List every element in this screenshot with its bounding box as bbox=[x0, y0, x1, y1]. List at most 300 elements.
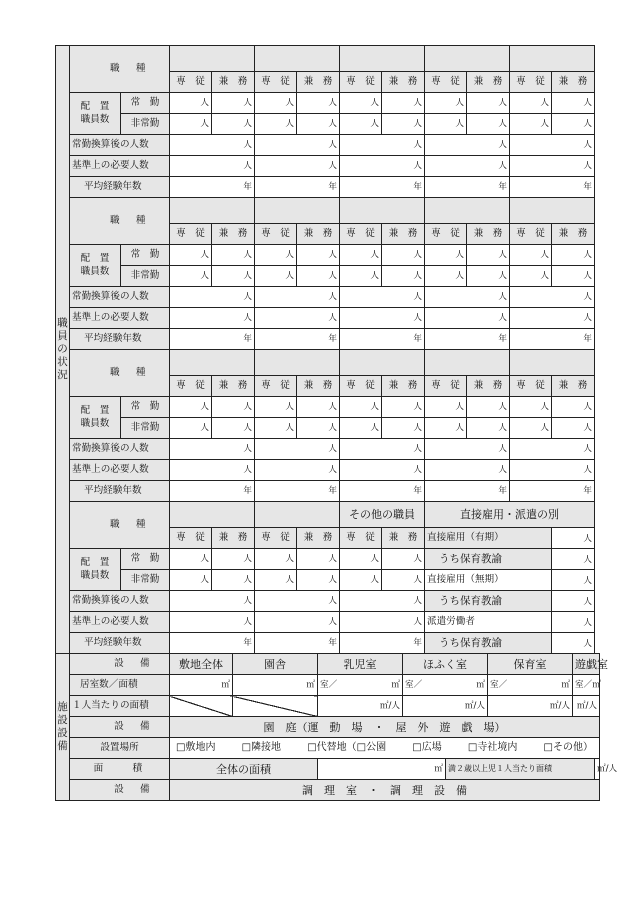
cell-text: 兼 務 bbox=[218, 228, 248, 240]
full-time-count-field[interactable] bbox=[170, 93, 212, 114]
value-field[interactable] bbox=[170, 329, 255, 350]
unit-label: 人 bbox=[200, 250, 209, 261]
unit-label: 人 bbox=[498, 161, 507, 172]
value-field[interactable] bbox=[255, 439, 340, 460]
full-time-count-field[interactable] bbox=[510, 397, 552, 418]
cell-text: 専 従 bbox=[346, 228, 375, 240]
unit-label: 人 bbox=[243, 402, 252, 413]
job-type-name-field[interactable] bbox=[255, 198, 340, 224]
unit-label: 人 bbox=[583, 402, 592, 413]
job-type-name-field[interactable] bbox=[425, 46, 510, 72]
full-time-count-field[interactable] bbox=[255, 549, 297, 570]
concurrent-count-field[interactable] bbox=[382, 570, 425, 591]
full-time-count-field[interactable] bbox=[340, 549, 382, 570]
concurrent-count-field[interactable] bbox=[467, 114, 510, 135]
unit-label: 人 bbox=[583, 292, 592, 303]
value-field[interactable] bbox=[340, 612, 425, 633]
unit-label: 人 bbox=[243, 423, 252, 434]
cell-text: 常 勤 bbox=[130, 553, 160, 565]
cell-text: 平均経験年数 bbox=[84, 333, 142, 345]
concurrent-count-field[interactable] bbox=[297, 418, 340, 439]
value-field[interactable] bbox=[425, 329, 510, 350]
equipment-header bbox=[70, 780, 170, 801]
cell-text: 兼 務 bbox=[303, 76, 333, 88]
concurrent-count-field[interactable] bbox=[467, 93, 510, 114]
value-field[interactable] bbox=[510, 287, 595, 308]
cell-text: 専 従 bbox=[346, 76, 375, 88]
full-time-count-field[interactable] bbox=[170, 418, 212, 439]
location-options bbox=[170, 738, 600, 759]
value-field[interactable] bbox=[255, 329, 340, 350]
regular-staff-label bbox=[121, 397, 170, 418]
unit-label: 年 bbox=[243, 334, 252, 345]
value-field[interactable] bbox=[170, 460, 255, 481]
unit-label: 人 bbox=[498, 402, 507, 413]
required-count-label bbox=[70, 460, 170, 481]
value-field[interactable] bbox=[255, 460, 340, 481]
full-time-header bbox=[255, 528, 297, 549]
unit-label: 人 bbox=[498, 444, 507, 455]
value-field[interactable] bbox=[425, 177, 510, 198]
unit-label: 人 bbox=[200, 402, 209, 413]
value-field[interactable] bbox=[340, 591, 425, 612]
unit-label: 人 bbox=[455, 98, 464, 109]
concurrent-count-field[interactable] bbox=[212, 93, 255, 114]
job-type-name-field[interactable] bbox=[510, 198, 595, 224]
concurrent-count-field[interactable] bbox=[212, 418, 255, 439]
cell-text: 平均経験年数 bbox=[84, 637, 142, 649]
room-count-area-field[interactable] bbox=[318, 675, 403, 696]
unit-label: ㎡ bbox=[221, 680, 230, 691]
full-time-count-field[interactable] bbox=[340, 266, 382, 287]
location-option-checkbox[interactable]: □寺社境内 bbox=[467, 742, 518, 753]
part-time-staff-label bbox=[121, 114, 170, 135]
location-label bbox=[70, 738, 170, 759]
kitchen-header bbox=[170, 780, 600, 801]
staff-section-label-text: 職 員 の 状 況 bbox=[57, 316, 68, 382]
full-time-count-field[interactable] bbox=[510, 114, 552, 135]
equipment-header bbox=[70, 654, 170, 675]
cell-text: 兼 務 bbox=[218, 380, 248, 392]
unit-label: 年 bbox=[583, 334, 592, 345]
value-field[interactable] bbox=[170, 633, 255, 654]
full-time-count-field[interactable] bbox=[170, 549, 212, 570]
area-per-person-field[interactable] bbox=[488, 696, 573, 717]
unit-label: ㎡/人 bbox=[464, 701, 485, 712]
unit-label: 人 bbox=[285, 119, 294, 130]
total-area-field[interactable] bbox=[318, 759, 446, 780]
unit-label: 人 bbox=[328, 596, 337, 607]
value-field[interactable] bbox=[340, 329, 425, 350]
cell-text: 専 従 bbox=[261, 228, 290, 240]
unit-label: ㎡/人 bbox=[576, 701, 597, 712]
regular-staff-label bbox=[121, 93, 170, 114]
full-time-count-field[interactable] bbox=[425, 397, 467, 418]
cell-text: 常 勤 bbox=[130, 249, 160, 261]
concurrent-count-field[interactable] bbox=[297, 570, 340, 591]
employment-type-label bbox=[425, 612, 552, 633]
staff-facility-form bbox=[55, 45, 618, 801]
unit-label: 年 bbox=[413, 334, 422, 345]
room-count-area-field[interactable] bbox=[403, 675, 488, 696]
value-field[interactable] bbox=[340, 308, 425, 329]
job-type-name-field[interactable] bbox=[510, 46, 595, 72]
value-field[interactable] bbox=[255, 177, 340, 198]
unit-label: 人 bbox=[413, 313, 422, 324]
cell-text: 兼 務 bbox=[218, 532, 248, 544]
full-time-count-field[interactable] bbox=[255, 93, 297, 114]
value-field[interactable] bbox=[170, 308, 255, 329]
unit-label: 人 bbox=[243, 161, 252, 172]
value-field[interactable] bbox=[255, 287, 340, 308]
unit-label: 人 bbox=[243, 554, 252, 565]
cell-text: 専 従 bbox=[431, 228, 460, 240]
unit-label: 人 bbox=[370, 554, 379, 565]
concurrent-count-field[interactable] bbox=[297, 93, 340, 114]
fte-count-label bbox=[70, 287, 170, 308]
cell-text: 基準上の必要人数 bbox=[72, 312, 149, 324]
employment-count-field[interactable] bbox=[552, 591, 595, 612]
concurrent-count-field[interactable] bbox=[382, 397, 425, 418]
value-field[interactable] bbox=[255, 308, 340, 329]
value-field[interactable] bbox=[170, 177, 255, 198]
unit-label: 年 bbox=[583, 486, 592, 497]
placement-label bbox=[70, 93, 121, 135]
full-time-count-field[interactable] bbox=[255, 397, 297, 418]
value-field[interactable] bbox=[255, 612, 340, 633]
building-area-field[interactable] bbox=[233, 675, 318, 696]
value-field[interactable] bbox=[170, 612, 255, 633]
cell-text: 専 従 bbox=[516, 76, 545, 88]
value-field[interactable] bbox=[425, 308, 510, 329]
job-type-name-field[interactable] bbox=[255, 502, 340, 528]
full-time-count-field[interactable] bbox=[340, 93, 382, 114]
full-time-count-field[interactable] bbox=[170, 245, 212, 266]
full-time-header bbox=[425, 224, 467, 245]
cell-text: 専 従 bbox=[261, 76, 290, 88]
location-option-list bbox=[172, 743, 597, 753]
full-time-count-field[interactable] bbox=[510, 245, 552, 266]
job-type-name-field[interactable] bbox=[170, 350, 255, 376]
value-field[interactable] bbox=[170, 439, 255, 460]
cell-text: うち保育教諭 bbox=[439, 552, 502, 565]
job-type-name-field[interactable] bbox=[255, 46, 340, 72]
concurrent-count-field[interactable] bbox=[382, 418, 425, 439]
cell-text: 専 従 bbox=[176, 228, 205, 240]
unit-label: 人 bbox=[413, 119, 422, 130]
employment-type-label bbox=[425, 591, 552, 612]
value-field[interactable] bbox=[255, 591, 340, 612]
fte-count-label bbox=[70, 135, 170, 156]
value-field[interactable] bbox=[510, 177, 595, 198]
job-type-name-field[interactable] bbox=[340, 350, 425, 376]
value-field[interactable] bbox=[255, 633, 340, 654]
concurrent-count-field[interactable] bbox=[297, 114, 340, 135]
location-option-checkbox[interactable]: □敷地内 bbox=[176, 742, 216, 753]
employment-count-field[interactable] bbox=[552, 549, 595, 570]
full-time-count-field[interactable] bbox=[340, 570, 382, 591]
concurrent-count-field[interactable] bbox=[382, 266, 425, 287]
job-type-name-field[interactable] bbox=[510, 350, 595, 376]
job-type-name-field[interactable] bbox=[340, 46, 425, 72]
value-field[interactable] bbox=[510, 439, 595, 460]
concurrent-count-field[interactable] bbox=[297, 266, 340, 287]
concurrent-count-field[interactable] bbox=[552, 114, 595, 135]
unit-label: 人 bbox=[455, 402, 464, 413]
concurrent-count-field[interactable] bbox=[467, 266, 510, 287]
full-time-count-field[interactable] bbox=[255, 418, 297, 439]
full-time-count-field[interactable] bbox=[510, 266, 552, 287]
concurrent-count-field[interactable] bbox=[212, 549, 255, 570]
unit-label: 人 bbox=[583, 423, 592, 434]
concurrent-count-field[interactable] bbox=[552, 266, 595, 287]
unit-label: 人 bbox=[498, 140, 507, 151]
cell-text: 兼 務 bbox=[473, 76, 503, 88]
value-field[interactable] bbox=[255, 481, 340, 502]
unit-label: 人 bbox=[243, 313, 252, 324]
unit-label: 人 bbox=[583, 555, 592, 566]
unit-label: 人 bbox=[243, 250, 252, 261]
value-field[interactable] bbox=[170, 135, 255, 156]
unit-label: 人 bbox=[413, 140, 422, 151]
full-time-count-field[interactable] bbox=[425, 245, 467, 266]
concurrent-count-field[interactable] bbox=[552, 93, 595, 114]
placement-label bbox=[70, 549, 121, 591]
employment-count-field[interactable] bbox=[552, 528, 595, 549]
value-field[interactable] bbox=[510, 460, 595, 481]
employment-count-field[interactable] bbox=[552, 612, 595, 633]
unit-label: 人 bbox=[200, 575, 209, 586]
area-label bbox=[70, 759, 170, 780]
employment-count-field[interactable] bbox=[552, 633, 595, 654]
full-time-count-field[interactable] bbox=[170, 114, 212, 135]
unit-label: 年 bbox=[583, 182, 592, 193]
full-time-header bbox=[170, 528, 212, 549]
value-field[interactable] bbox=[425, 156, 510, 177]
value-field[interactable] bbox=[425, 481, 510, 502]
location-option-checkbox[interactable]: □隣接地 bbox=[241, 742, 282, 753]
cell-text: 専 従 bbox=[431, 380, 460, 392]
unit-label: 人 bbox=[328, 575, 337, 586]
cell-text: 配 置 職員数 bbox=[80, 404, 110, 429]
full-time-count-field[interactable] bbox=[425, 418, 467, 439]
required-count-label bbox=[70, 156, 170, 177]
cell-text: 居室数／面積 bbox=[80, 679, 138, 691]
job-type-name-field[interactable] bbox=[170, 46, 255, 72]
concurrent-header bbox=[467, 376, 510, 397]
unit-label: 年 bbox=[243, 486, 252, 497]
cell-text: 乳児室 bbox=[343, 657, 377, 671]
concurrent-count-field[interactable] bbox=[212, 114, 255, 135]
value-field[interactable] bbox=[170, 287, 255, 308]
full-time-count-field[interactable] bbox=[340, 397, 382, 418]
unit-label: 人 bbox=[455, 271, 464, 282]
concurrent-count-field[interactable] bbox=[552, 418, 595, 439]
job-type-name-field[interactable] bbox=[255, 350, 340, 376]
area-per-person-field[interactable] bbox=[573, 696, 600, 717]
full-time-count-field[interactable] bbox=[170, 570, 212, 591]
concurrent-count-field[interactable] bbox=[212, 397, 255, 418]
job-type-name-field[interactable] bbox=[425, 350, 510, 376]
value-field[interactable] bbox=[340, 633, 425, 654]
concurrent-count-field[interactable] bbox=[382, 114, 425, 135]
employment-count-field[interactable] bbox=[552, 570, 595, 591]
unit-label: 人 bbox=[583, 444, 592, 455]
full-time-count-field[interactable] bbox=[510, 93, 552, 114]
unit-label: 人 bbox=[285, 98, 294, 109]
not-applicable-cell bbox=[233, 696, 318, 717]
unit-label: 人 bbox=[540, 271, 549, 282]
unit-label: 人 bbox=[583, 576, 592, 587]
cell-text: 常 勤 bbox=[130, 401, 160, 413]
concurrent-count-field[interactable] bbox=[212, 245, 255, 266]
concurrent-header bbox=[382, 224, 425, 245]
value-field[interactable] bbox=[510, 308, 595, 329]
full-time-header bbox=[340, 224, 382, 245]
per-child-area-field[interactable] bbox=[595, 759, 618, 780]
unit-label: 人 bbox=[413, 617, 422, 628]
full-time-count-field[interactable] bbox=[340, 114, 382, 135]
cell-text: 設 備 bbox=[114, 658, 153, 670]
concurrent-count-field[interactable] bbox=[297, 549, 340, 570]
concurrent-header bbox=[382, 528, 425, 549]
location-option-checkbox[interactable]: □広場 bbox=[412, 742, 442, 753]
value-field[interactable] bbox=[170, 591, 255, 612]
value-field[interactable] bbox=[255, 156, 340, 177]
concurrent-count-field[interactable] bbox=[467, 245, 510, 266]
concurrent-header bbox=[552, 224, 595, 245]
full-time-count-field[interactable] bbox=[340, 418, 382, 439]
total-area-label bbox=[170, 759, 318, 780]
value-field[interactable] bbox=[425, 460, 510, 481]
full-time-count-field[interactable] bbox=[170, 397, 212, 418]
room-count-area-units bbox=[490, 681, 570, 690]
concurrent-header bbox=[382, 376, 425, 397]
cell-text: 兼 務 bbox=[388, 228, 418, 240]
concurrent-count-field[interactable] bbox=[212, 570, 255, 591]
site-area-field[interactable] bbox=[170, 675, 233, 696]
unit-label: ㎡/人 bbox=[597, 764, 618, 775]
full-time-count-field[interactable] bbox=[255, 114, 297, 135]
unit-label: ㎡ bbox=[434, 764, 443, 775]
location-option-checkbox[interactable]: □その他） bbox=[543, 742, 593, 753]
concurrent-count-field[interactable] bbox=[297, 245, 340, 266]
concurrent-count-field[interactable] bbox=[212, 266, 255, 287]
full-time-count-field[interactable] bbox=[425, 266, 467, 287]
full-time-count-field[interactable] bbox=[255, 245, 297, 266]
value-field[interactable] bbox=[425, 135, 510, 156]
full-time-count-field[interactable] bbox=[425, 114, 467, 135]
full-time-header bbox=[425, 72, 467, 93]
not-applicable-cell bbox=[170, 696, 233, 717]
concurrent-count-field[interactable] bbox=[467, 397, 510, 418]
concurrent-count-field[interactable] bbox=[382, 549, 425, 570]
value-field[interactable] bbox=[340, 287, 425, 308]
value-field[interactable] bbox=[340, 481, 425, 502]
cell-text: 兼 務 bbox=[473, 380, 503, 392]
unit-label: 人 bbox=[243, 617, 252, 628]
value-field[interactable] bbox=[425, 439, 510, 460]
cell-text: 非常勤 bbox=[130, 118, 160, 130]
cell-text: 基準上の必要人数 bbox=[72, 616, 149, 628]
unit-label: 人 bbox=[370, 271, 379, 282]
unit-label: 人 bbox=[328, 444, 337, 455]
value-field[interactable] bbox=[425, 287, 510, 308]
unit-label: 人 bbox=[413, 271, 422, 282]
cell-text: 職 種 bbox=[110, 215, 149, 227]
full-time-count-field[interactable] bbox=[170, 266, 212, 287]
cell-text: 常勤換算後の人数 bbox=[72, 595, 149, 607]
concurrent-count-field[interactable] bbox=[467, 418, 510, 439]
concurrent-count-field[interactable] bbox=[382, 245, 425, 266]
room-unit: 室／ bbox=[575, 679, 593, 690]
job-type-name-field[interactable] bbox=[340, 198, 425, 224]
full-time-header bbox=[510, 376, 552, 397]
unit-label: 人 bbox=[285, 402, 294, 413]
unit-label: 人 bbox=[370, 575, 379, 586]
value-field[interactable] bbox=[510, 329, 595, 350]
unit-label: 人 bbox=[285, 554, 294, 565]
part-time-staff-label bbox=[121, 418, 170, 439]
full-time-count-field[interactable] bbox=[340, 245, 382, 266]
value-field[interactable] bbox=[510, 135, 595, 156]
value-field[interactable] bbox=[255, 135, 340, 156]
unit-label: 人 bbox=[243, 98, 252, 109]
concurrent-count-field[interactable] bbox=[297, 397, 340, 418]
area-per-person-field[interactable] bbox=[318, 696, 403, 717]
full-time-count-field[interactable] bbox=[510, 418, 552, 439]
unit-label: 人 bbox=[413, 161, 422, 172]
location-option-checkbox[interactable]: □代替地（□公園 bbox=[307, 742, 387, 753]
value-field[interactable] bbox=[340, 460, 425, 481]
value-field[interactable] bbox=[340, 135, 425, 156]
cell-text: 設 備 bbox=[114, 784, 153, 796]
area-per-person-field[interactable] bbox=[403, 696, 488, 717]
unit-label: 人 bbox=[583, 313, 592, 324]
concurrent-count-field[interactable] bbox=[552, 397, 595, 418]
value-field[interactable] bbox=[170, 481, 255, 502]
job-type-name-field[interactable] bbox=[170, 198, 255, 224]
unit-label: 人 bbox=[455, 250, 464, 261]
unit-label: 人 bbox=[370, 402, 379, 413]
value-field[interactable] bbox=[510, 156, 595, 177]
concurrent-count-field[interactable] bbox=[552, 245, 595, 266]
value-field[interactable] bbox=[340, 439, 425, 460]
value-field[interactable] bbox=[170, 156, 255, 177]
value-field[interactable] bbox=[340, 156, 425, 177]
avg-experience-label bbox=[70, 633, 170, 654]
cell-text: 兼 務 bbox=[388, 76, 418, 88]
room-count-area-field[interactable] bbox=[573, 675, 600, 696]
room-count-area-label bbox=[70, 675, 170, 696]
cell-text: 兼 務 bbox=[558, 228, 588, 240]
facility-section-label bbox=[56, 654, 70, 801]
unit-label: 人 bbox=[498, 250, 507, 261]
full-time-count-field[interactable] bbox=[255, 570, 297, 591]
concurrent-count-field[interactable] bbox=[382, 93, 425, 114]
job-type-name-field[interactable] bbox=[425, 198, 510, 224]
value-field[interactable] bbox=[340, 177, 425, 198]
full-time-count-field[interactable] bbox=[255, 266, 297, 287]
room-count-area-field[interactable] bbox=[488, 675, 573, 696]
concurrent-header bbox=[467, 224, 510, 245]
concurrent-header bbox=[382, 72, 425, 93]
unit-label: 人 bbox=[285, 575, 294, 586]
value-field[interactable] bbox=[510, 481, 595, 502]
unit-label: 人 bbox=[243, 119, 252, 130]
full-time-count-field[interactable] bbox=[425, 93, 467, 114]
job-type-name-field[interactable] bbox=[170, 502, 255, 528]
